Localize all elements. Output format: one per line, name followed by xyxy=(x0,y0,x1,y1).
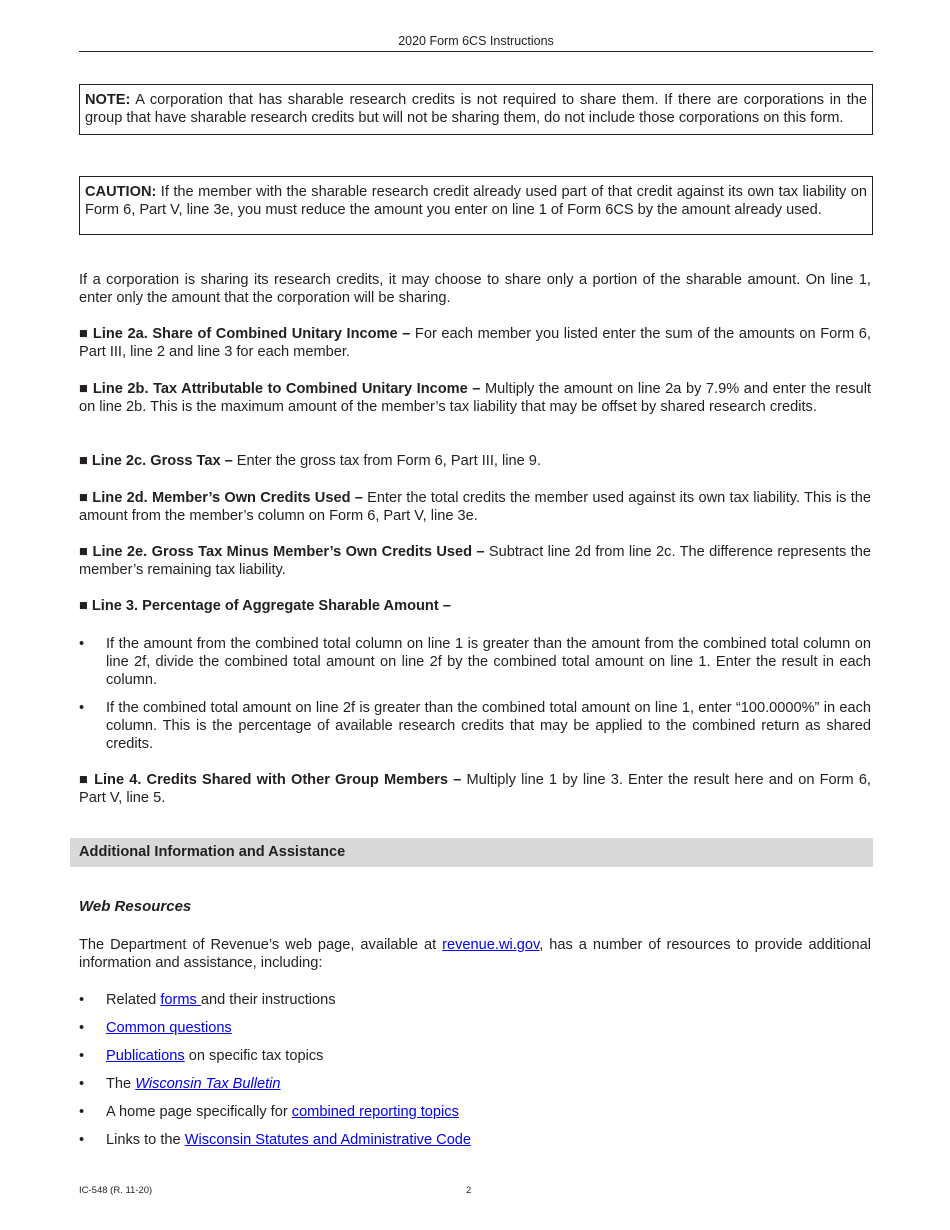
header-divider xyxy=(79,51,873,52)
line-2c-paragraph xyxy=(79,452,871,470)
line-3-paragraph xyxy=(79,597,871,615)
line-2d-text: Enter the total credits the member used against its own tax liability. This is the amount from the member’s column on Form 6, Part V, line 3e. xyxy=(79,490,871,524)
bullet-icon: • xyxy=(79,1020,85,1036)
bullet-icon: • xyxy=(79,1132,85,1148)
bullet-icon: • xyxy=(79,992,85,1008)
forms-link[interactable]: forms xyxy=(160,992,201,1008)
intro-paragraph: If a corporation is sharing its research credits, it may choose to share only a portion of the sharable amount. On line 1, enter only the amount that the corporation will be sharing. xyxy=(79,272,871,306)
item-text: A home page specifically for xyxy=(106,1104,292,1120)
publications-link[interactable]: Publications xyxy=(106,1048,185,1064)
item-text: Links to the xyxy=(106,1132,185,1148)
item-text: and their instructions xyxy=(200,992,336,1008)
web-intro-paragraph xyxy=(79,936,871,972)
caution-text: If the member with the sharable research credit already used part of that credit against its own tax liability on Form 6, Part V, line 3e, you must reduce the amount you enter on line 1 of Form 6CS by the amount already used. xyxy=(85,184,867,218)
web-resources-list xyxy=(79,991,871,1149)
bullet-text: If the amount from the combined total column on line 1 is greater than the amount from the combined total column on line 2f, divide the combined total amount on line 2f by the combined total amount on line 1. Enter the result in each column. xyxy=(106,636,871,688)
list-item xyxy=(79,1047,871,1065)
line-2e-text: Subtract line 2d from line 2c. The difference represents the member’s remaining tax liability. xyxy=(79,544,871,578)
section-header-bar xyxy=(70,838,873,867)
list-item xyxy=(79,699,871,753)
line-2b-text: Multiply the amount on line 2a by 7.9% and enter the result on line 2b. This is the maximum amount of the member’s tax liability that may be offset by shared research credits. xyxy=(79,381,871,415)
revenue-site-link[interactable]: revenue.wi.gov xyxy=(442,937,540,953)
line-4-paragraph xyxy=(79,771,871,807)
caution-box xyxy=(79,176,873,235)
web-intro-before: The Department of Revenue’s web page, available at xyxy=(79,937,443,953)
list-item xyxy=(79,1131,871,1149)
line-4-text: Multiply line 1 by line 3. Enter the result here and on Form 6, Part V, line 5. xyxy=(79,772,871,806)
line-2a-label: ■ Line 2a. Share of Combined Unitary Income – xyxy=(79,326,411,342)
line-2b-label: ■ Line 2b. Tax Attributable to Combined Unitary Income – xyxy=(79,381,481,397)
list-item xyxy=(79,1103,871,1121)
item-text: Related xyxy=(106,992,161,1008)
common-questions-link[interactable]: Common questions xyxy=(106,1020,232,1036)
line-2c-label: ■ Line 2c. Gross Tax – xyxy=(79,453,233,469)
page-number: 2 xyxy=(466,1185,472,1196)
line-2b-paragraph xyxy=(79,380,871,416)
item-text: The xyxy=(106,1076,136,1092)
bullet-icon: • xyxy=(79,1048,85,1064)
note-label: NOTE: xyxy=(85,92,131,108)
line-2d-paragraph xyxy=(79,489,871,525)
bullet-icon: • xyxy=(79,636,85,652)
page-header: 2020 Form 6CS Instructions xyxy=(398,34,554,48)
web-intro-after: , has a number of resources to provide additional information and assistance, including: xyxy=(79,937,871,971)
line-3-label: ■ Line 3. Percentage of Aggregate Sharable Amount – xyxy=(79,598,451,614)
line-2d-label: ■ Line 2d. Member’s Own Credits Used – xyxy=(79,490,363,506)
web-resources-heading: Web Resources xyxy=(79,898,192,915)
form-id: IC-548 (R. 11-20) xyxy=(79,1185,153,1196)
list-item xyxy=(79,991,871,1009)
line-2a-paragraph xyxy=(79,325,871,361)
note-text: A corporation that has sharable research credits is not required to share them. If there are corporations in the group that have sharable research credits but will not be sharing them, do not include those corporations on this form. xyxy=(85,92,867,126)
list-item xyxy=(79,635,871,689)
bullet-text: If the combined total amount on line 2f is greater than the combined total amount on line 1, enter “100.0000%” in each column. This is the percentage of available research credits that may be applied to the combined return as shared credits. xyxy=(106,700,871,752)
item-text: on specific tax topics xyxy=(184,1048,324,1064)
bullet-icon: • xyxy=(79,700,85,716)
list-item xyxy=(79,1075,871,1093)
line-2c-text: Enter the gross tax from Form 6, Part III, line 9. xyxy=(232,453,541,469)
note-box xyxy=(79,84,873,135)
list-item xyxy=(79,1019,871,1037)
bullet-icon: • xyxy=(79,1076,85,1092)
caution-label: CAUTION: xyxy=(85,184,157,200)
line-2e-label: ■ Line 2e. Gross Tax Minus Member’s Own Credits Used – xyxy=(79,544,485,560)
statutes-link[interactable]: Wisconsin Statutes and Administrative Code xyxy=(184,1132,472,1148)
line-3-bullets xyxy=(79,635,871,753)
line-2a-text: For each member you listed enter the sum of the amounts on Form 6, Part III, line 2 and line 3 for each member. xyxy=(79,326,871,360)
section-title: Additional Information and Assistance xyxy=(79,844,346,860)
bullet-icon: • xyxy=(79,1104,85,1120)
combined-reporting-link[interactable]: combined reporting topics xyxy=(291,1104,459,1120)
tax-bulletin-link[interactable]: Wisconsin Tax Bulletin xyxy=(135,1076,281,1092)
line-2e-paragraph xyxy=(79,543,871,579)
line-4-label: ■ Line 4. Credits Shared with Other Group Members – xyxy=(79,772,462,788)
